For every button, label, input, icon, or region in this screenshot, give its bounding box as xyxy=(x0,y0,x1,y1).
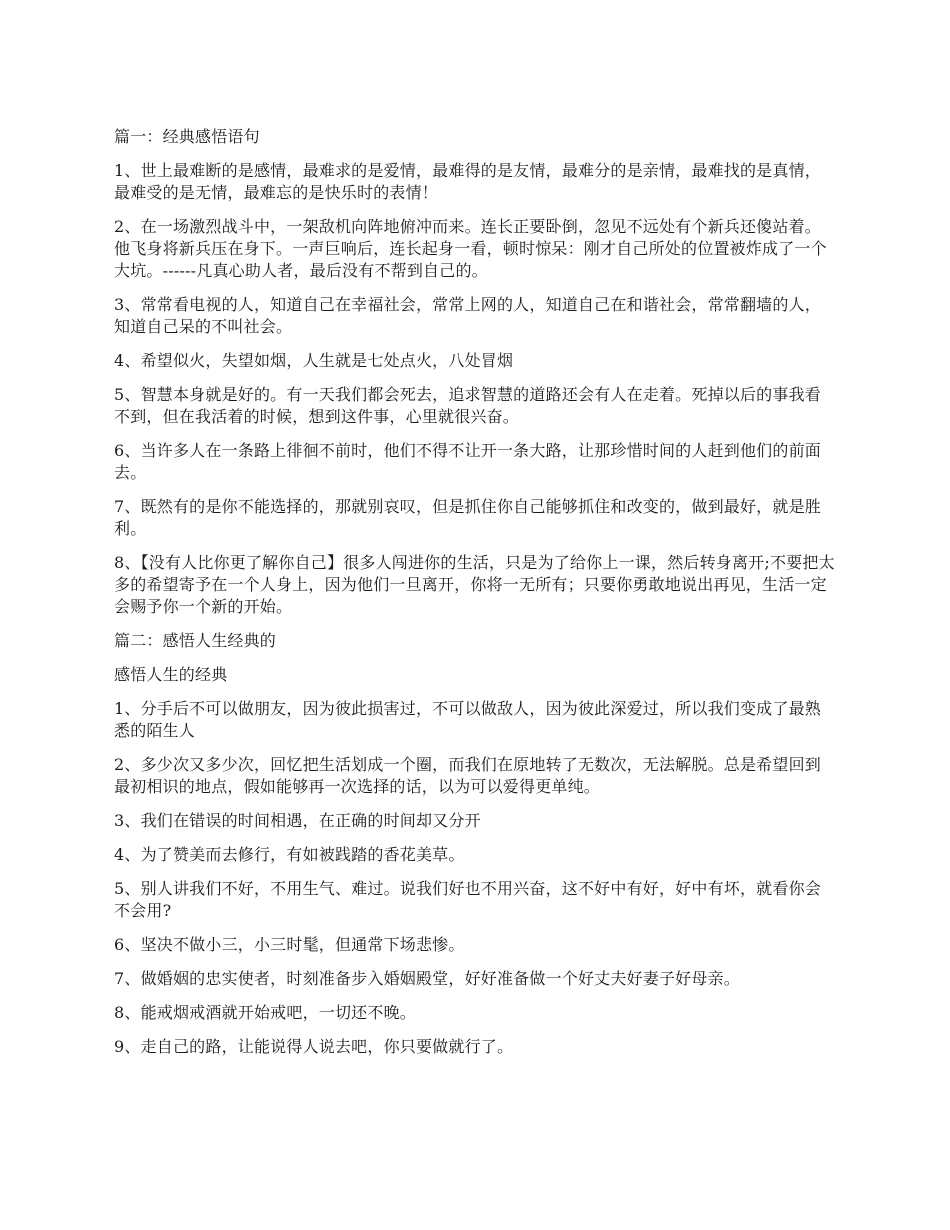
list-item: 4、为了赞美而去修行，有如被践踏的香花美草。 xyxy=(114,845,465,864)
section-heading: 篇二：感悟人生经典的 xyxy=(114,631,277,650)
section-subheading: 感悟人生的经典 xyxy=(114,665,228,684)
list-item: 5、别人讲我们不好，不用生气、难过。说我们好也不用兴奋，这不好中有好，好中有坏，就看你会不会用? xyxy=(114,879,821,920)
list-item: 6、当许多人在一条路上徘徊不前时，他们不得不让开一条大路，让那珍惜时间的人赶到他们的前面去。 xyxy=(114,441,821,482)
list-item: 3、常常看电视的人，知道自己在幸福社会，常常上网的人，知道自己在和谐社会，常常翻墙的人，知道自己呆的不叫社会。 xyxy=(114,295,821,336)
list-item: 7、做婚姻的忠实使者，时刻准备步入婚姻殿堂，好好准备做一个好丈夫好妻子好母亲。 xyxy=(114,969,740,988)
document-body xyxy=(114,126,836,1070)
list-item: 8、【没有人比你更了解你自己】很多人闯进你的生活，只是为了给你上一课，然后转身离开;不要把太多的希望寄予在一个人身上，因为他们一旦离开，你将一无所有；只要你勇敢地说出再见，生活一定会赐予你一个新的开始。 xyxy=(114,553,835,616)
list-item: 8、能戒烟戒酒就开始戒吧，一切还不晚。 xyxy=(114,1003,416,1022)
list-item: 2、多少次又多少次，回忆把生活划成一个圈，而我们在原地转了无数次，无法解脱。总是希望回到最初相识的地点，假如能够再一次选择的话，以为可以爱得更单纯。 xyxy=(114,755,821,796)
list-item: 3、我们在错误的时间相遇，在正确的时间却又分开 xyxy=(114,811,481,830)
list-item: 9、走自己的路，让能说得人说去吧，你只要做就行了。 xyxy=(114,1037,514,1056)
list-item: 6、坚决不做小三，小三时髦，但通常下场悲惨。 xyxy=(114,935,465,954)
list-item: 1、世上最难断的是感情，最难求的是爱情，最难得的是友情，最难分的是亲情，最难找的是真情，最难受的是无情，最难忘的是快乐时的表情！ xyxy=(114,161,821,202)
section-heading: 篇一：经典感悟语句 xyxy=(114,127,260,146)
list-item: 4、希望似火，失望如烟，人生就是七处点火，八处冒烟 xyxy=(114,351,514,370)
list-item: 1、分手后不可以做朋友，因为彼此损害过，不可以做敌人，因为彼此深爱过，所以我们变成了最熟悉的陌生人 xyxy=(114,699,821,740)
list-item: 7、既然有的是你不能选择的，那就别哀叹，但是抓住你自己能够抓住和改变的，做到最好，就是胜利。 xyxy=(114,497,821,538)
list-item: 5、智慧本身就是好的。有一天我们都会死去，追求智慧的道路还会有人在走着。死掉以后的事我看不到，但在我活着的时候，想到这件事，心里就很兴奋。 xyxy=(114,385,821,426)
list-item: 2、在一场激烈战斗中，一架敌机向阵地俯冲而来。连长正要卧倒，忽见不远处有个新兵还傻站着。他飞身将新兵压在身下。一声巨响后，连长起身一看，顿时惊呆：刚才自己所处的位置被炸成了一个大坑。------凡真心助人者，最后没有不帮到自己的。 xyxy=(114,217,827,280)
